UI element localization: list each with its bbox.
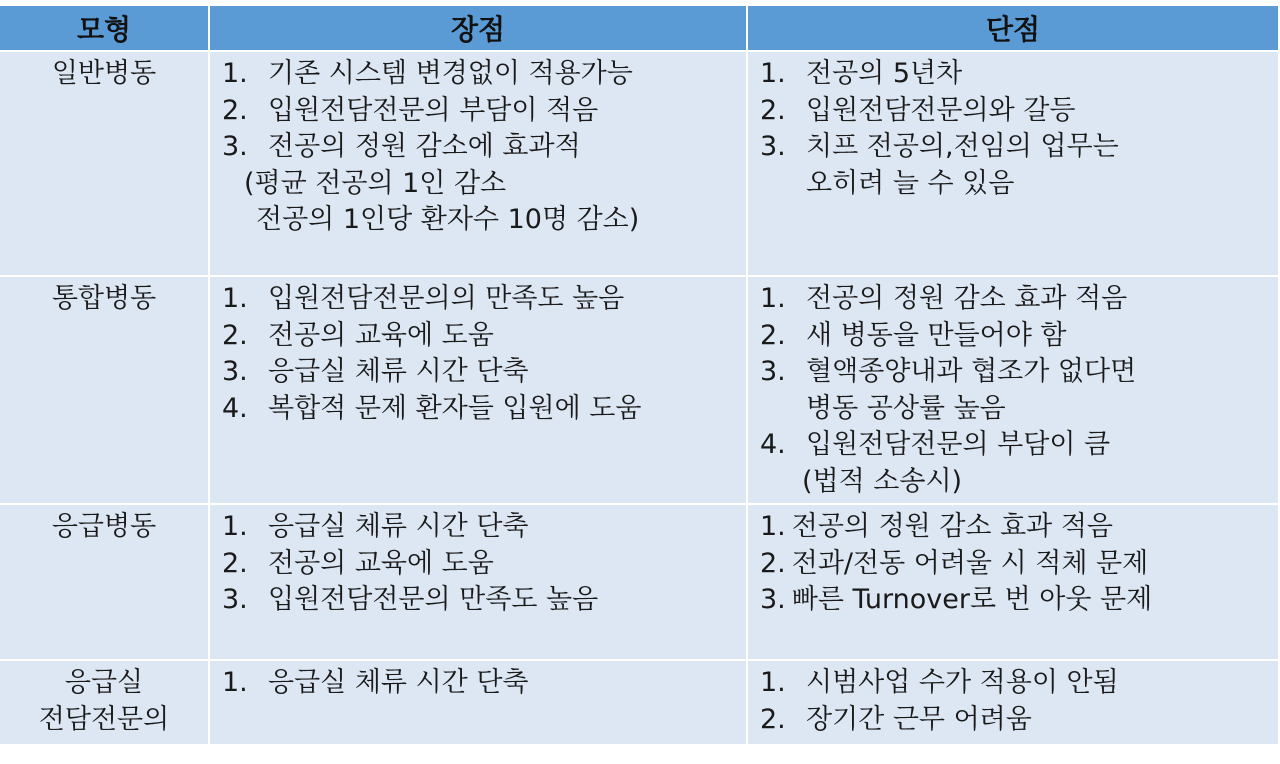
item-number: 4. <box>760 429 786 460</box>
table-header-row <box>0 6 1278 52</box>
item-text: 전공의 정원 감소 효과 적음 <box>806 283 1128 314</box>
item-number: 1. <box>222 58 248 89</box>
list-item <box>222 318 746 355</box>
item-text: 입원전담전문의 만족도 높음 <box>268 584 599 615</box>
item-number: 3. <box>222 356 248 387</box>
item-text: 전공의 정원 감소 효과 적음 <box>791 511 1113 542</box>
list-item <box>222 354 746 391</box>
pros-cell <box>210 52 748 277</box>
item-number: 1. <box>222 667 248 698</box>
list-item <box>222 281 746 318</box>
item-number: 2. <box>222 547 248 579</box>
item-text: 기존 시스템 변경없이 적용가능 <box>268 58 633 89</box>
item-continuation: 병동 공상률 높음 <box>806 392 1006 424</box>
cons-cell <box>748 277 1278 505</box>
list-item <box>760 354 1278 391</box>
model-cell <box>0 52 210 277</box>
item-number: 1. <box>760 511 786 542</box>
list-item <box>222 93 746 130</box>
item-number: 1. <box>760 667 786 698</box>
cons-cell <box>748 52 1278 277</box>
model-name: 통합병동 <box>51 283 157 314</box>
header-model: 모형 <box>0 6 210 52</box>
item-number: 3. <box>222 131 248 162</box>
item-text: 전공의 교육에 도움 <box>268 319 494 351</box>
item-continuation: 전공의 1인당 환자수 10명 감소) <box>256 204 640 235</box>
list-item <box>760 509 1278 546</box>
list-item <box>222 129 746 166</box>
item-text: 전과/전동 어려울 시 적체 문제 <box>791 547 1149 579</box>
item-text: 전공의 5년차 <box>806 58 963 89</box>
list-item <box>760 546 1278 583</box>
list-item <box>760 318 1278 355</box>
table-row-general-ward <box>0 52 1278 277</box>
item-number: 3. <box>760 131 786 162</box>
list-item <box>222 391 746 428</box>
item-text: 새 병동을 만들어야 함 <box>806 319 1067 351</box>
item-text: 입원전담전문의 부담이 적음 <box>268 94 599 126</box>
item-text: 입원전담전문의와 갈등 <box>806 94 1076 126</box>
item-number: 1. <box>222 283 248 314</box>
list-item <box>760 582 1278 619</box>
item-number: 2. <box>760 319 786 351</box>
list-item <box>222 546 746 583</box>
item-number: 2. <box>760 547 786 579</box>
table-row-integrated-ward <box>0 277 1278 505</box>
item-number: 2. <box>760 703 786 735</box>
item-number: 3. <box>222 584 248 615</box>
model-name-line: 응급실 <box>64 667 144 698</box>
model-cell <box>0 505 210 661</box>
item-number: 3. <box>760 584 786 615</box>
pros-cell <box>210 661 748 746</box>
list-item <box>760 93 1278 130</box>
item-number: 3. <box>760 356 786 387</box>
item-number: 2. <box>222 319 248 351</box>
item-number: 1. <box>760 58 786 89</box>
list-item <box>222 56 746 93</box>
item-continuation: (법적 소송시) <box>802 465 963 497</box>
list-item <box>760 281 1278 318</box>
item-text: 응급실 체류 시간 단축 <box>268 356 529 387</box>
model-cell <box>0 277 210 505</box>
item-text: 복합적 문제 환자들 입원에 도움 <box>268 392 642 424</box>
item-text: 전공의 교육에 도움 <box>268 547 494 579</box>
list-item <box>760 129 1278 166</box>
pros-cell <box>210 505 748 661</box>
header-cons: 단점 <box>748 6 1278 52</box>
list-item <box>760 665 1278 702</box>
item-number: 2. <box>760 94 786 126</box>
item-number: 4. <box>222 392 248 424</box>
item-number: 1. <box>222 511 248 542</box>
comparison-table <box>0 6 1278 746</box>
list-item <box>760 702 1278 739</box>
item-text: 혈액종양내과 협조가 없다면 <box>806 356 1137 387</box>
table-row-emergency-ward <box>0 505 1278 661</box>
item-text: 시범사업 수가 적용이 안됨 <box>806 667 1119 698</box>
list-item <box>222 665 746 702</box>
item-continuation: 오히려 늘 수 있음 <box>806 167 1015 199</box>
item-text: 치프 전공의,전임의 업무는 <box>806 131 1119 162</box>
header-pros: 장점 <box>210 6 748 52</box>
cons-cell <box>748 661 1278 746</box>
item-text: 빠른 Turnover로 번 아웃 문제 <box>791 584 1153 615</box>
list-item <box>760 56 1278 93</box>
item-text: 입원전담전문의의 만족도 높음 <box>268 283 625 314</box>
model-cell <box>0 661 210 746</box>
item-continuation: (평균 전공의 1인 감소 <box>244 167 507 199</box>
list-item <box>760 427 1278 464</box>
item-number: 2. <box>222 94 248 126</box>
model-name-line: 전담전문의 <box>38 703 170 735</box>
pros-cell <box>210 277 748 505</box>
item-number: 1. <box>760 283 786 314</box>
item-text: 전공의 정원 감소에 효과적 <box>268 131 581 162</box>
list-item <box>222 509 746 546</box>
cons-cell <box>748 505 1278 661</box>
model-name: 일반병동 <box>51 58 157 89</box>
table-row-er-hospitalist <box>0 661 1278 746</box>
item-text: 응급실 체류 시간 단축 <box>268 511 529 542</box>
item-text: 입원전담전문의 부담이 큼 <box>806 429 1111 460</box>
item-text: 장기간 근무 어려움 <box>806 703 1032 735</box>
item-text: 응급실 체류 시간 단축 <box>268 667 529 698</box>
model-name: 응급병동 <box>51 511 157 542</box>
list-item <box>222 582 746 619</box>
